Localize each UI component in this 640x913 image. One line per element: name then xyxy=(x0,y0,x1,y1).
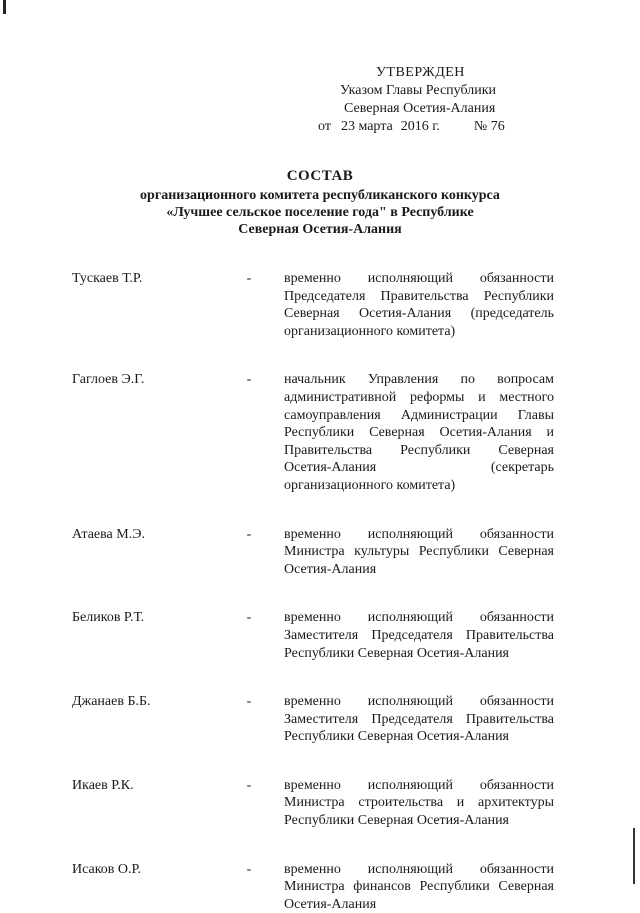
member-position: временно исполняющий обязанности Министра культуры Республики Северная Осетия-Алания xyxy=(284,526,554,577)
member-name: Икаев Р.К. xyxy=(72,777,134,793)
approval-republic-line: Северная Осетия-Алания xyxy=(344,101,496,116)
member-dash: - xyxy=(246,861,252,877)
member-name: Атаева М.Э. xyxy=(72,526,145,542)
member-row xyxy=(72,609,562,662)
approval-stamp-block xyxy=(318,64,548,136)
approval-number: № 76 xyxy=(473,119,505,134)
member-row xyxy=(72,270,562,340)
member-position: временно исполняющий обязанности Заместителя Председателя Правительства Республики Северная Осетия-Алания xyxy=(284,610,554,661)
scan-edge-mark xyxy=(3,0,6,14)
member-name: Исаков О.Р. xyxy=(72,861,142,877)
approval-year: 2016 г. xyxy=(400,119,440,134)
member-dash: - xyxy=(246,610,252,626)
member-name: Джанаев Б.Б. xyxy=(72,694,151,710)
document-title-block xyxy=(60,168,580,238)
member-row xyxy=(72,371,562,494)
document-subtitle-line-1: организационного комитета республиканского конкурса xyxy=(140,188,500,203)
member-row xyxy=(72,777,562,830)
committee-members-list xyxy=(72,270,562,913)
scan-edge-mark-right xyxy=(633,828,635,884)
member-dash: - xyxy=(246,372,252,388)
member-position: временно исполняющий обязанности Председателя Правительства Республики Северная Осетия-Алания (председатель организационного комитета) xyxy=(284,271,554,339)
member-name: Беликов Р.Т. xyxy=(72,610,145,626)
approval-decree-line: Указом Главы Республики xyxy=(340,83,497,98)
member-dash: - xyxy=(246,777,252,793)
member-row xyxy=(72,693,562,746)
member-name: Гаглоев Э.Г. xyxy=(72,372,145,388)
document-subtitle-line-3: Северная Осетия-Алания xyxy=(238,222,402,237)
member-position: начальник Управления по вопросам административной реформы и местного самоуправления Администрации Главы Республики Северная Осетия-Алания и Правительства Республики Северная Осетия-Алания (секретарь организационного комитета) xyxy=(284,372,554,493)
member-dash: - xyxy=(246,694,252,710)
approval-date-line xyxy=(318,118,548,136)
member-row xyxy=(72,861,562,913)
member-position: временно исполняющий обязанности Заместителя Председателя Правительства Республики Северная Осетия-Алания xyxy=(284,694,554,745)
approval-date: 23 марта xyxy=(340,119,393,134)
document-title: СОСТАВ xyxy=(286,168,354,184)
member-dash: - xyxy=(246,526,252,542)
approval-from-label: от xyxy=(318,119,331,134)
approval-heading: УТВЕРЖДЕН xyxy=(376,65,465,80)
member-name: Тускаев Т.Р. xyxy=(72,271,143,286)
member-position: временно исполняющий обязанности Министра финансов Республики Северная Осетия-Алания xyxy=(284,861,554,912)
member-position: временно исполняющий обязанности Министра строительства и архитектуры Республики Северная Осетия-Алания xyxy=(284,777,554,829)
document-subtitle-line-2: «Лучшее сельское поселение года" в Республике xyxy=(166,205,474,220)
member-dash: - xyxy=(246,271,252,286)
member-row xyxy=(72,526,562,579)
